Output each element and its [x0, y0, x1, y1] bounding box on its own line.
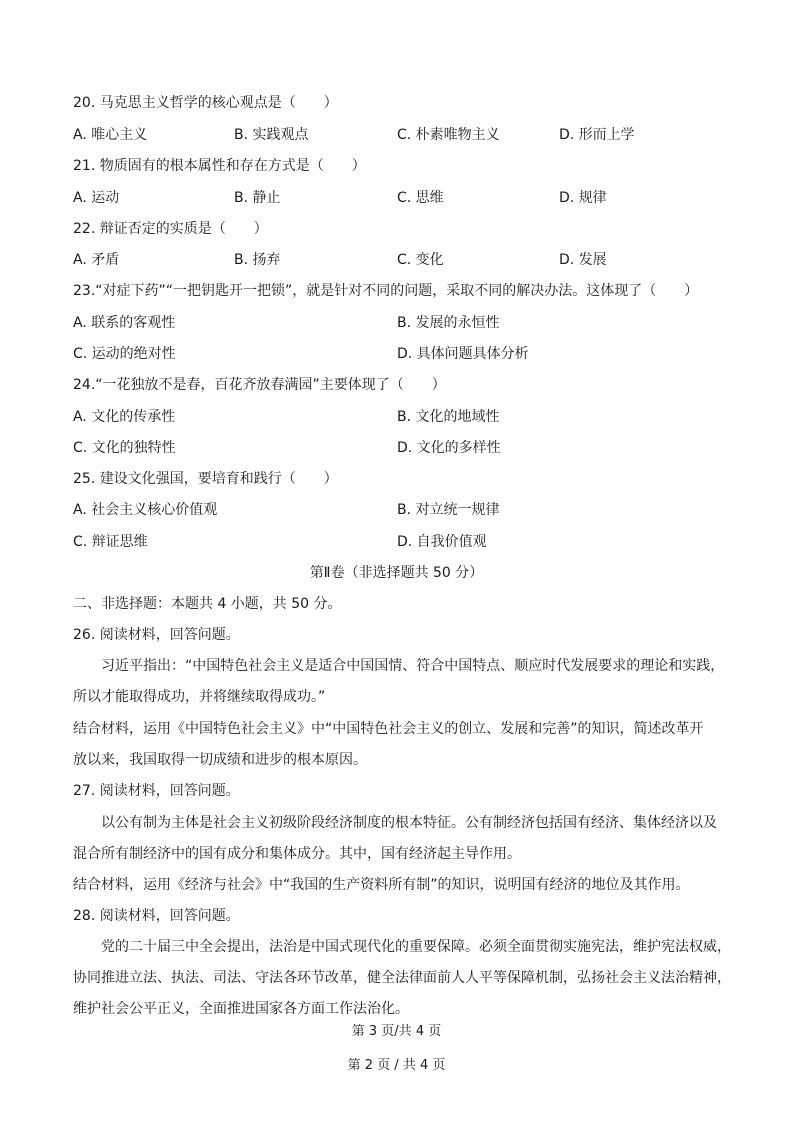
question-21-option-c: C. 思维 [397, 190, 444, 206]
question-26-material-line-2: 所以才能取得成功，并将继续取得成功。” [73, 689, 326, 705]
question-27-ask-line-1: 结合材料，运用《经济与社会》中“我国的生产资料所有制”的知识，说明国有经济的地位及其作用。 [73, 877, 690, 893]
question-20-stem: 20. 马克思主义哲学的核心观点是（ ） [73, 95, 338, 111]
question-27-material-line-2: 混合所有制经济中的国有成分和集体成分。其中，国有经济起主导作用。 [73, 846, 521, 862]
question-23-option-a: A. 联系的客观性 [73, 315, 176, 331]
question-24-option-b: B. 文化的地域性 [397, 409, 500, 425]
question-21-option-d: D. 规律 [559, 190, 607, 206]
question-23-option-b: B. 发展的永恒性 [397, 315, 500, 331]
question-26-ask-line-2: 放以来，我国取得一切成绩和进步的根本原因。 [73, 752, 367, 768]
question-28-material-line-3: 维护社会公平正义，全面推进国家各方面工作法治化。 [73, 1001, 409, 1017]
section-2-title: 第Ⅱ卷（非选择题共 50 分） [309, 565, 484, 581]
question-22-option-d: D. 发展 [559, 252, 607, 268]
question-20-option-c: C. 朴素唯物主义 [397, 127, 500, 143]
question-25-option-c: C. 辩证思维 [73, 534, 148, 550]
question-24-stem: 24.“一花独放不是春，百花齐放春满园”主要体现了（ ） [73, 377, 446, 393]
section-2-header: 二、非选择题：本题共 4 小题，共 50 分。 [73, 596, 342, 612]
question-23-option-c: C. 运动的绝对性 [73, 346, 176, 362]
question-27-material-line-1: 以公有制为主体是社会主义初级阶段经济制度的根本特征。公有制经济包括国有经济、集体经济以及 [101, 815, 717, 831]
question-23-stem: 23.“对症下药”“一把钥匙开一把锁”，就是针对不同的问题，采取不同的解决办法。这体现了（ ） [73, 283, 699, 299]
question-24-option-a: A. 文化的传承性 [73, 409, 176, 425]
question-22-option-b: B. 扬弃 [234, 252, 281, 268]
question-25-stem: 25. 建设文化强国，要培育和践行（ ） [73, 471, 338, 487]
question-22-option-a: A. 矛盾 [73, 252, 120, 268]
question-21-stem: 21. 物质固有的根本属性和存在方式是（ ） [73, 158, 366, 174]
question-21-option-b: B. 静止 [234, 190, 281, 206]
question-27-stem: 27. 阅读材料，回答问题。 [73, 783, 240, 799]
inner-page-footer: 第 3 页/共 4 页 [351, 1024, 442, 1039]
question-20-option-a: A. 唯心主义 [73, 127, 148, 143]
question-28-material-line-2: 协同推进立法、执法、司法、守法各环节改革，健全法律面前人人平等保障机制，弘扬社会主义法治精神， [73, 970, 731, 986]
question-25-option-d: D. 自我价值观 [397, 534, 487, 550]
question-24-option-d: D. 文化的多样性 [397, 440, 501, 456]
question-26-stem: 26. 阅读材料，回答问题。 [73, 627, 240, 643]
question-28-stem: 28. 阅读材料，回答问题。 [73, 908, 240, 924]
question-24-option-c: C. 文化的独特性 [73, 440, 176, 456]
question-28-material-line-1: 党的二十届三中全会提出，法治是中国式现代化的重要保障。必须全面贯彻实施宪法，维护宪法权威， [101, 939, 731, 955]
outer-page-footer: 第 2 页 / 共 4 页 [347, 1058, 446, 1073]
question-25-option-b: B. 对立统一规律 [397, 502, 500, 518]
question-20-option-d: D. 形而上学 [559, 127, 635, 143]
question-26-material-line-1: 习近平指出：“中国特色社会主义是适合中国国情、符合中国特点、顺应时代发展要求的理论和实践， [101, 658, 725, 674]
question-25-option-a: A. 社会主义核心价值观 [73, 502, 218, 518]
question-26-ask-line-1: 结合材料，运用《中国特色社会主义》中“中国特色社会主义的创立、发展和完善”的知识，简述改革开 [73, 721, 704, 737]
question-23-option-d: D. 具体问题具体分析 [397, 346, 529, 362]
question-22-option-c: C. 变化 [397, 252, 444, 268]
question-22-stem: 22. 辩证否定的实质是（ ） [73, 221, 268, 237]
question-21-option-a: A. 运动 [73, 190, 120, 206]
question-20-option-b: B. 实践观点 [234, 127, 309, 143]
